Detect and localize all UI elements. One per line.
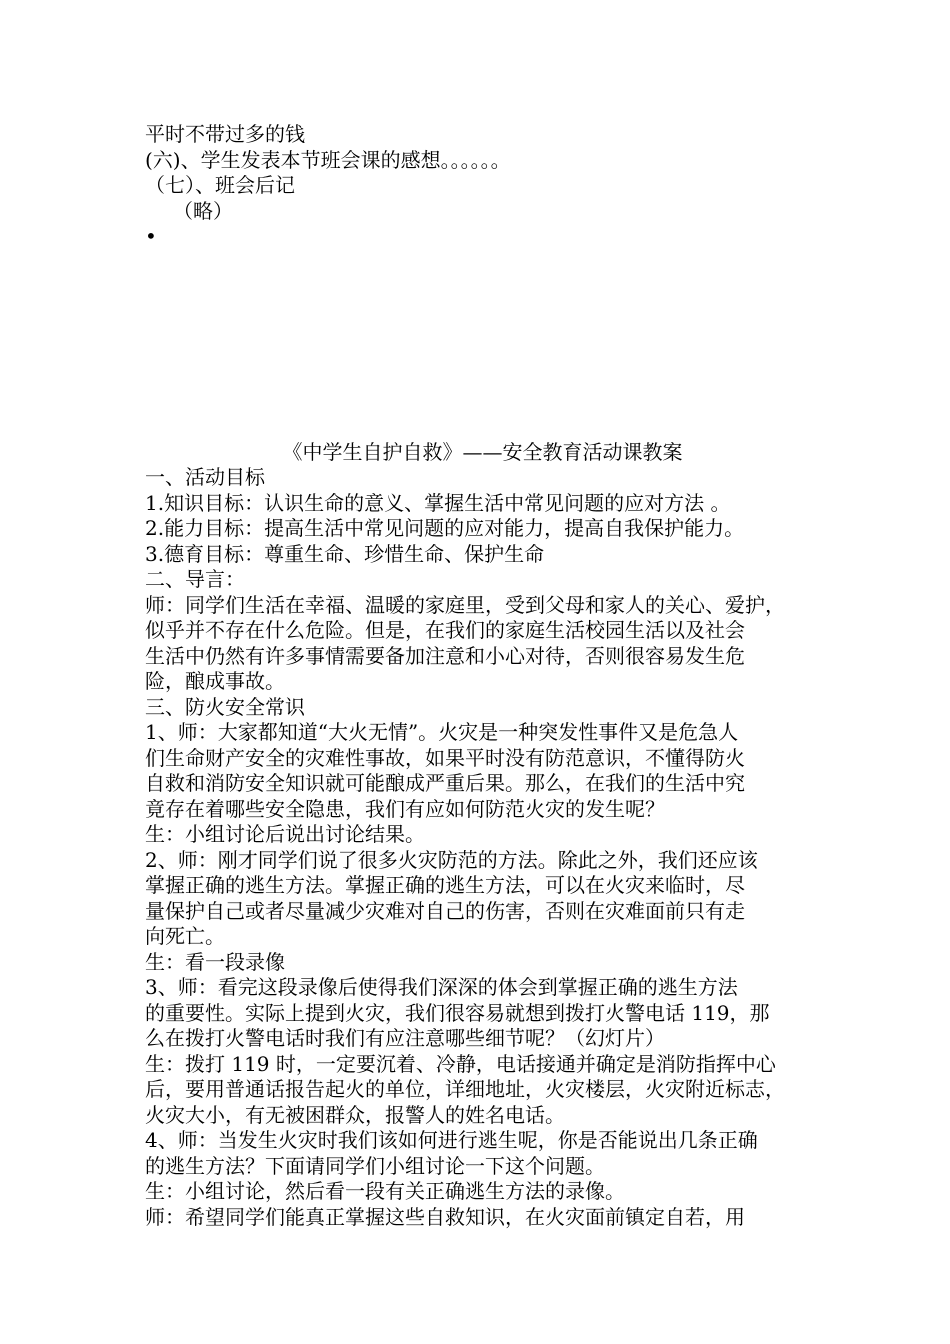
bullet-icon: • (145, 224, 157, 248)
text-line: 竟存在着哪些安全隐患，我们有应如何防范火灾的发生呢？ (145, 796, 665, 821)
text-line: 似乎并不存在什么危险。但是，在我们的家庭生活校园生活以及社会 (145, 618, 745, 642)
page-gap (145, 250, 810, 440)
text-line: 3.德育目标：尊重生命、珍惜生命、保护生命 (145, 541, 545, 566)
text-line: 们生命财产安全的灾难性事故，如果平时没有防范意识，不懂得防火 (145, 745, 745, 770)
text-line: 的逃生方法？下面请同学们小组讨论一下这个问题。 (145, 1153, 605, 1178)
text-line: 么在拨打火警电话时我们有应注意哪些细节呢？（幻灯片） (145, 1026, 665, 1050)
text-line: （略） (173, 198, 233, 223)
text-line: 向死亡。 (145, 924, 225, 948)
text-line: 生：小组讨论，然后看一段有关正确逃生方法的录像。 (145, 1179, 625, 1203)
text-line: 2、师：刚才同学们说了很多火灾防范的方法。除此之外，我们还应该 (145, 847, 758, 872)
text-line: 火灾大小，有无被困群众，报警人的姓名电话。 (145, 1102, 565, 1127)
text-line: 自救和消防安全知识就可能酿成严重后果。那么，在我们的生活中究 (145, 771, 745, 795)
text-line: 后，要用普通话报告起火的单位，详细地址，火灾楼层，火灾附近标志， (145, 1077, 785, 1101)
document-body (145, 122, 810, 1230)
text-line: 1.知识目标：认识生命的意义、掌握生活中常见问题的应对方法 。 (145, 490, 731, 515)
text-line: 一、活动目标 (145, 465, 265, 489)
text-line: 1、师：大家都知道“大火无情”。火灾是一种突发性事件又是危急人 (145, 720, 739, 744)
text-line: 二、导言： (145, 567, 245, 591)
text-line: 掌握正确的逃生方法。掌握正确的逃生方法，可以在火灾来临时，尽 (145, 873, 745, 897)
text-line: 生：拨打 119 时，一定要沉着、冷静，电话接通并确定是消防指挥中心 (145, 1051, 776, 1076)
text-line: 生：看一段录像 (145, 949, 285, 974)
text-line: (六)、学生发表本节班会课的感想。。。。。。 (145, 147, 511, 172)
text-line: 4、师：当发生火灾时我们该如何进行逃生呢，你是否能说出几条正确 (145, 1128, 758, 1152)
text-line: 生活中仍然有许多事情需要备加注意和小心对待，否则很容易发生危 (145, 643, 745, 668)
text-line: 的重要性。实际上提到火灾，我们很容易就想到拨打火警电话 119，那 (145, 1000, 770, 1025)
text-line: 三、防火安全常识 (145, 694, 305, 719)
text-line: 平时不带过多的钱 (145, 122, 305, 146)
text-line: （七）、班会后记 (145, 173, 295, 197)
text-line: 生：小组讨论后说出讨论结果。 (145, 822, 425, 846)
text-line: 险，酿成事故。 (145, 669, 285, 693)
lesson-text (145, 465, 810, 1230)
lesson-title: 《中学生自护自救》——安全教育活动课教案 (282, 439, 683, 464)
text-line: 3、师：看完这段录像后使得我们深深的体会到掌握正确的逃生方法 (145, 975, 738, 999)
text-line: 师：希望同学们能真正掌握这些自救知识，在火灾面前镇定自若，用 (145, 1204, 745, 1229)
text-line: 量保护自己或者尽量减少灾难对自己的伤害，否则在灾难面前只有走 (145, 898, 745, 923)
text-line: 师：同学们生活在幸福、温暖的家庭里，受到父母和家人的关心、爱护， (145, 592, 785, 617)
text-line: 2.能力目标：提高生活中常见问题的应对能力，提高自我保护能力。 (145, 516, 745, 540)
